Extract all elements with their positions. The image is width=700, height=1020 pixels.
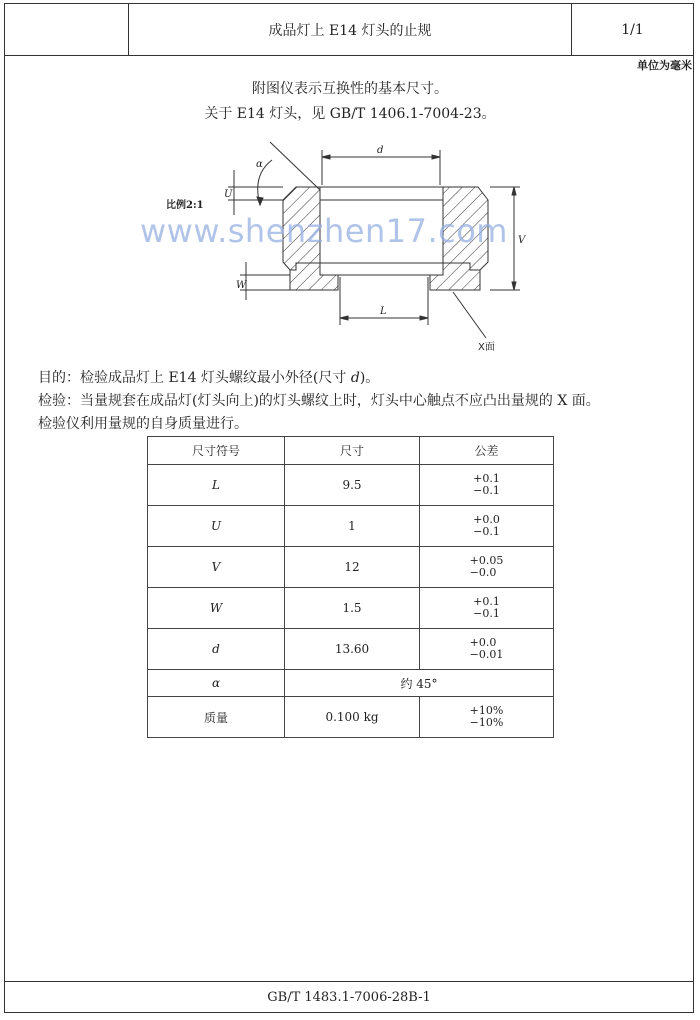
inspection-text: 检验：当量规套在成品灯(灯头向上)的灯头螺纹上时，灯头中心触点不应凸出量规的 X 面。 — [38, 393, 600, 409]
alpha-label: α — [256, 159, 263, 170]
symbol-cell: U — [148, 506, 285, 547]
table-row-mass — [148, 697, 554, 738]
tolerance-cell: +10% −10% — [420, 697, 554, 738]
tolerance-cell: +0.0 −0.01 — [420, 629, 554, 670]
symbol-cell: W — [148, 588, 285, 629]
u-label: U — [224, 189, 233, 200]
gauge-drawing — [0, 0, 700, 360]
size-cell: 约 45° — [285, 670, 554, 697]
table-row — [148, 547, 554, 588]
intro-line-1: 附图仪表示互换性的基本尺寸。 — [252, 81, 448, 97]
page-number: 1/1 — [621, 21, 644, 38]
tolerance-cell: +0.05 −0.0 — [420, 547, 554, 588]
table-header-row — [148, 437, 554, 465]
intro-line-2: 关于 E14 灯头，见 GB/T 1406.1-7004-23。 — [204, 106, 496, 122]
tolerance-cell: +0.0 −0.1 — [420, 506, 554, 547]
table-row — [148, 506, 554, 547]
dimension-table — [147, 436, 554, 738]
tolerance-cell: +0.1 −0.1 — [420, 465, 554, 506]
d-label: d — [377, 145, 384, 156]
x-face-label: X面 — [478, 342, 495, 353]
symbol-cell: d — [148, 629, 285, 670]
symbol-cell: 质量 — [148, 697, 285, 738]
document-code: GB/T 1483.1-7006-28B-1 — [5, 981, 693, 1012]
scale-label: 比例2:1 — [166, 200, 204, 211]
table-row — [148, 465, 554, 506]
size-cell: 9.5 — [285, 465, 420, 506]
tolerance-cell: +0.1 −0.1 — [420, 588, 554, 629]
symbol-cell: V — [148, 547, 285, 588]
header-tolerance: 公差 — [420, 437, 554, 465]
size-cell: 1 — [285, 506, 420, 547]
size-cell: 0.100 kg — [285, 697, 420, 738]
size-cell: 1.5 — [285, 588, 420, 629]
symbol-cell: L — [148, 465, 285, 506]
symbol-cell: α — [148, 670, 285, 697]
l-label: L — [380, 306, 387, 317]
table-row — [148, 629, 554, 670]
v-label: V — [518, 235, 526, 246]
table-row-alpha — [148, 670, 554, 697]
size-cell: 12 — [285, 547, 420, 588]
purpose-text: 目的：检验成品灯上 E14 灯头螺纹最小外径(尺寸 d)。 — [38, 370, 380, 386]
size-cell: 13.60 — [285, 629, 420, 670]
page-title: 成品灯上 E14 灯头的止规 — [129, 4, 572, 55]
gauge-base-left — [290, 263, 338, 290]
inspection-text-2: 检验仪利用量规的自身质量进行。 — [38, 416, 248, 432]
w-label: W — [236, 280, 247, 291]
table-row — [148, 588, 554, 629]
header-symbol: 尺寸符号 — [148, 437, 285, 465]
watermark: www.shenzhen17.com — [140, 212, 508, 250]
unit-note: 单位为毫米 — [637, 59, 692, 72]
header-size: 尺寸 — [285, 437, 420, 465]
